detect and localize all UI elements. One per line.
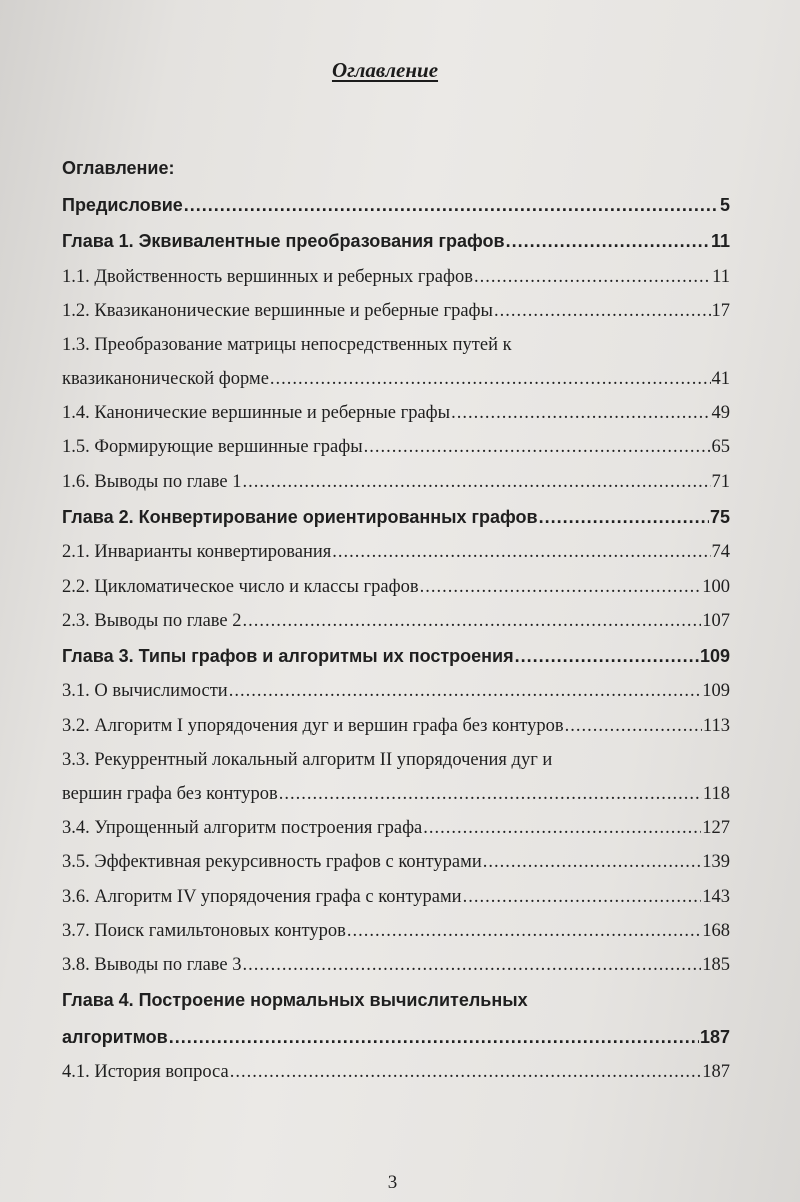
toc-section-entry — [62, 328, 730, 362]
dot-leader — [515, 638, 699, 675]
toc-chapter-entry — [62, 982, 730, 1019]
dot-leader — [463, 880, 702, 914]
toc-entry-title: алгоритмов — [62, 1026, 168, 1047]
toc-page-number: 75 — [709, 506, 730, 527]
toc-page-number: 5 — [719, 194, 730, 215]
dot-leader — [243, 465, 711, 499]
bleed-through — [120, 120, 124, 140]
toc-entry-title: Глава 2. Конвертирование ориентированных графов — [62, 506, 538, 527]
dot-leader — [506, 223, 710, 260]
toc-page-number: 185 — [702, 954, 730, 975]
toc-chapter-entry — [62, 150, 730, 187]
toc-chapter-entry — [62, 499, 730, 536]
toc-section-entry — [62, 294, 730, 328]
toc-page-number: 187 — [702, 1062, 730, 1083]
toc-page-number: 100 — [702, 576, 730, 597]
toc-section-entry — [62, 430, 730, 464]
dot-leader — [230, 1055, 702, 1089]
toc-entry-title: 3.3. Рекуррентный локальный алгоритм II упорядочения дуг и — [62, 749, 553, 770]
toc-chapter-entry — [62, 187, 730, 224]
toc-page-number: 74 — [711, 542, 730, 563]
toc-page-number: 109 — [699, 645, 730, 666]
toc-chapter-entry — [62, 1019, 730, 1056]
dot-leader — [423, 811, 701, 845]
toc-section-entry — [62, 743, 730, 777]
dot-leader — [243, 604, 702, 638]
toc-entry-title: 1.5. Формирующие вершинные графы — [62, 437, 363, 458]
dot-leader — [364, 430, 711, 464]
toc-entry-title: 1.1. Двойственность вершинных и реберных графов — [62, 266, 473, 287]
toc-page-number: 187 — [699, 1026, 730, 1047]
dot-leader — [229, 674, 702, 708]
toc-page-number: 143 — [702, 886, 730, 907]
toc-section-entry — [62, 465, 730, 499]
toc-page-number: 139 — [702, 852, 730, 873]
toc-entry-title: 1.3. Преобразование матрицы непосредственных путей к — [62, 334, 512, 355]
toc-entry-title: Предисловие — [62, 194, 183, 215]
toc-page-number: 118 — [702, 783, 730, 804]
toc-entry-title: 1.2. Квазиканонические вершинные и реберные графы — [62, 300, 493, 321]
toc-section-entry — [62, 1055, 730, 1089]
toc-section-entry — [62, 362, 730, 396]
toc-entry-title: Глава 1. Эквивалентные преобразования графов — [62, 231, 505, 251]
toc-entry-title: 4.1. История вопроса — [62, 1062, 229, 1083]
toc-section-entry — [62, 396, 730, 430]
dot-leader — [270, 362, 711, 396]
dot-leader — [184, 187, 719, 224]
toc-page-number: 127 — [702, 818, 730, 839]
toc-entry-title: 2.2. Цикломатическое число и классы графов — [62, 576, 419, 597]
toc-section-entry — [62, 948, 730, 982]
dot-leader — [169, 1019, 699, 1056]
toc-entry-title: 3.4. Упрощенный алгоритм построения графа — [62, 818, 423, 839]
dot-leader — [347, 914, 701, 948]
dot-leader — [243, 948, 702, 982]
toc-entry-title: квазиканонической форме — [62, 369, 269, 390]
toc-chapter-entry — [62, 223, 730, 260]
dot-leader — [565, 709, 702, 743]
toc-entry-title: 3.7. Поиск гамильтоновых контуров — [62, 920, 346, 941]
toc-entry-title: вершин графа без контуров — [62, 783, 278, 804]
dot-leader — [483, 845, 702, 879]
dot-leader — [420, 570, 702, 604]
toc-section-entry — [62, 570, 730, 604]
toc-page-number: 17 — [711, 300, 730, 321]
table-of-contents — [62, 150, 730, 1089]
toc-section-entry — [62, 845, 730, 879]
toc-section-entry — [62, 604, 730, 638]
toc-entry-title: 3.5. Эффективная рекурсивность графов с контурами — [62, 852, 482, 873]
toc-page-number: 11 — [712, 266, 730, 287]
toc-chapter-entry — [62, 638, 730, 675]
dot-leader — [279, 777, 702, 811]
toc-page-number: 41 — [711, 369, 730, 390]
toc-entry-title: Глава 3. Типы графов и алгоритмы их построения — [62, 645, 514, 666]
dot-leader — [494, 294, 711, 328]
toc-section-entry — [62, 709, 730, 743]
toc-entry-title: 1.4. Канонические вершинные и реберные графы — [62, 403, 451, 424]
toc-entry-title: Глава 4. Построение нормальных вычислительных — [62, 990, 528, 1011]
toc-entry-title: 2.3. Выводы по главе 2 — [62, 610, 242, 631]
toc-page-number: 113 — [702, 715, 730, 736]
dot-leader — [451, 396, 710, 430]
toc-section-entry — [62, 914, 730, 948]
toc-page-number: 109 — [702, 681, 730, 702]
toc-page-number: 168 — [702, 920, 730, 941]
page-title: Оглавление — [331, 58, 439, 82]
toc-section-entry — [62, 535, 730, 569]
toc-page-number: 107 — [702, 610, 730, 631]
toc-section-entry — [62, 811, 730, 845]
toc-section-entry — [62, 880, 730, 914]
toc-entry-title: 3.6. Алгоритм IV упорядочения графа с контурами — [62, 886, 462, 907]
toc-entry-title: 3.2. Алгоритм I упорядочения дуг и вершин графа без контуров — [62, 715, 564, 736]
toc-page-number: 71 — [711, 471, 730, 492]
toc-entry-title: 2.1. Инварианты конвертирования — [62, 542, 332, 563]
toc-entry-title: 1.6. Выводы по главе 1 — [62, 471, 242, 492]
toc-entry-title: 3.1. О вычислимости — [62, 681, 228, 702]
toc-entry-title: Оглавление: — [62, 158, 175, 178]
dot-leader — [539, 499, 709, 536]
toc-section-entry — [62, 260, 730, 294]
toc-page-number: 49 — [711, 403, 730, 424]
toc-page-number: 11 — [710, 231, 730, 251]
dot-leader — [332, 535, 710, 569]
toc-section-entry — [62, 777, 730, 811]
toc-section-entry — [62, 674, 730, 708]
toc-entry-title: 3.8. Выводы по главе 3 — [62, 954, 242, 975]
dot-leader — [474, 260, 711, 294]
page-number: 3 — [387, 1172, 398, 1193]
toc-page-number: 65 — [711, 437, 730, 458]
